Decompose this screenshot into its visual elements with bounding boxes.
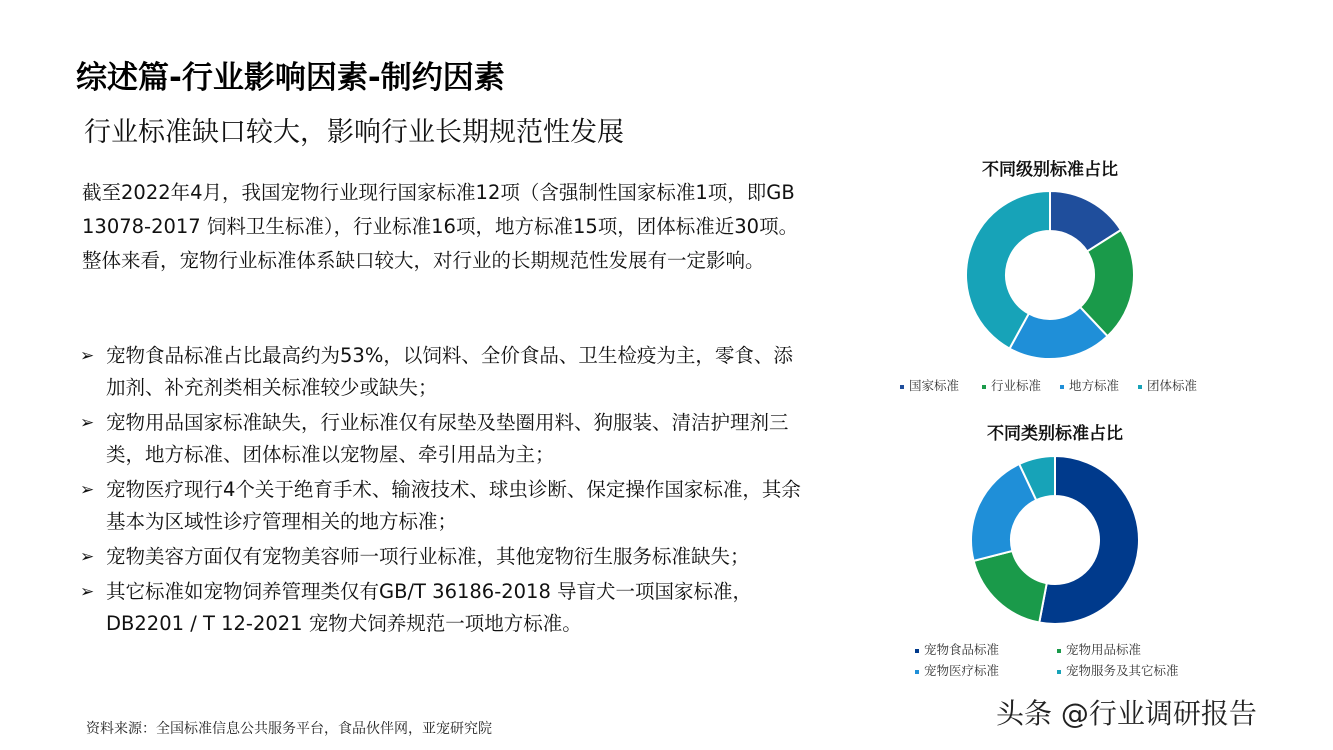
- legend-swatch: [900, 385, 904, 389]
- bullet-item: [80, 474, 810, 538]
- donut-slice-2: [974, 551, 1047, 623]
- chart1-title: 不同级别标准占比: [982, 160, 1118, 180]
- legend-item: [1057, 640, 1141, 658]
- legend-item: [915, 661, 999, 679]
- legend-label: 行业标准: [991, 378, 1042, 393]
- arrow-icon: ➢: [80, 480, 95, 500]
- legend-item: [915, 640, 999, 658]
- legend-label: 地方标准: [1069, 378, 1120, 393]
- legend-swatch: [1138, 385, 1142, 389]
- bullet-list: [80, 340, 810, 643]
- legend-label: 宠物医疗标准: [924, 663, 1000, 678]
- arrow-icon: ➢: [80, 582, 95, 602]
- legend-swatch: [1060, 385, 1064, 389]
- legend-swatch: [915, 670, 919, 674]
- legend-item: [1057, 661, 1179, 679]
- source-note: 资料来源：全国标准信息公共服务平台，食品伙伴网，亚宠研究院: [86, 721, 492, 737]
- legend-item: [1138, 376, 1197, 394]
- legend-item: [982, 376, 1041, 394]
- legend-label: 国家标准: [909, 378, 960, 393]
- bullet-text: 其它标准如宠物饲养管理类仅有GB/T 36186-2018 导盲犬一项国家标准，DB2201 / T 12-2021 宠物犬饲养规范一项地方标准。: [106, 580, 753, 635]
- arrow-icon: ➢: [80, 346, 95, 366]
- legend-swatch: [1057, 670, 1061, 674]
- arrow-icon: ➢: [80, 413, 95, 433]
- chart1-legend: [900, 376, 1220, 396]
- bullet-item: [80, 576, 810, 640]
- bullet-text: 宠物用品国家标准缺失，行业标准仅有尿垫及垫圈用料、狗服装、清洁护理剂三类，地方标准、团体标准以宠物屋、牵引用品为主；: [106, 411, 789, 466]
- bullet-item: [80, 407, 810, 471]
- chart1-donut: [960, 185, 1140, 365]
- legend-item: [900, 376, 959, 394]
- legend-label: 宠物食品标准: [924, 642, 1000, 657]
- legend-swatch: [982, 385, 986, 389]
- chart2-legend: [915, 640, 1235, 680]
- arrow-icon: ➢: [80, 547, 95, 567]
- page-title: 综述篇-行业影响因素-制约因素: [76, 60, 505, 96]
- legend-swatch: [1057, 649, 1061, 653]
- page-subtitle: 行业标准缺口较大，影响行业长期规范性发展: [84, 117, 624, 148]
- legend-swatch: [915, 649, 919, 653]
- watermark: 头条 @行业调研报告: [996, 697, 1257, 730]
- legend-label: 宠物服务及其它标准: [1066, 663, 1179, 678]
- bullet-item: [80, 340, 810, 404]
- legend-label: 团体标准: [1147, 378, 1198, 393]
- intro-paragraph: 截至2022年4月，我国宠物行业现行国家标准12项（含强制性国家标准1项，即GB 13078-2017 饲料卫生标准），行业标准16项，地方标准15项，团体标准近30项。整体来看，宠物行业标准体系缺口较大，对行业的长期规范性发展有一定影响。: [82, 181, 799, 272]
- bullet-text: 宠物医疗现行4个关于绝育手术、输液技术、球虫诊断、保定操作国家标准，其余基本为区域性诊疗管理相关的地方标准；: [106, 478, 801, 533]
- legend-item: [1060, 376, 1119, 394]
- chart2-title: 不同类别标准占比: [987, 424, 1123, 444]
- bullet-text: 宠物美容方面仅有宠物美容师一项行业标准，其他宠物衍生服务标准缺失；: [106, 545, 750, 568]
- chart2-donut: [965, 450, 1145, 630]
- bullet-text: 宠物食品标准占比最高约为53%，以饲料、全价食品、卫生检疫为主，零食、添加剂、补充剂类相关标准较少或缺失；: [106, 344, 793, 399]
- bullet-item: [80, 541, 810, 573]
- legend-label: 宠物用品标准: [1066, 642, 1142, 657]
